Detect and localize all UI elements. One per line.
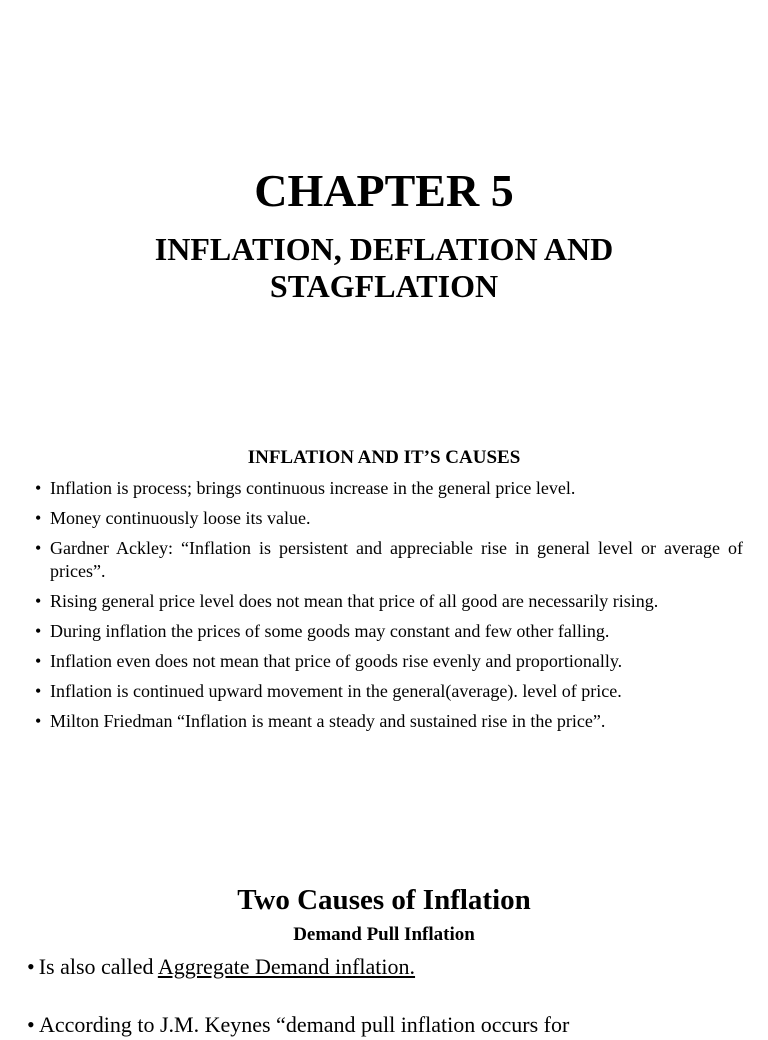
inflation-causes-slide [0,380,768,780]
underlined-term: Aggregate Demand inflation. [157,954,416,979]
chapter-title: CHAPTER 5 [254,165,514,216]
bullet-icon: • [27,954,35,979]
bullet-text: Money continuously loose its value. [50,508,311,528]
list-item [35,477,743,500]
bullet-text: Inflation is continued upward movement in the general(average). level of price. [50,681,622,701]
bullet-icon: • [35,478,42,498]
bullet-icon: • [35,621,42,641]
bullet-text: Gardner Ackley: “Inflation is persistent and appreciable rise in general level or average of prices”. [50,538,743,581]
chapter-subtitle: INFLATION, DEFLATION AND STAGFLATION [154,231,614,304]
bullet-text: Inflation even does not mean that price of goods rise evenly and proportionally. [50,651,623,671]
bullet-text: Inflation is process; brings continuous increase in the general price level. [50,478,576,498]
bullet-icon: • [35,681,42,701]
two-causes-slide [0,870,768,1037]
chapter-title-slide [0,0,768,380]
two-causes-title: Two Causes of Inflation [237,884,531,916]
section-heading: INFLATION AND IT’S CAUSES [247,447,521,468]
cutoff-text: • According to J.M. Keynes “demand pull inflation occurs for [27,1012,570,1037]
list-item [35,620,743,643]
list-item [35,507,743,530]
list-item [35,680,743,703]
bullet-list [35,477,743,740]
bullet-text: During inflation the prices of some goods may constant and few other falling. [50,621,610,641]
list-item [35,650,743,673]
bullet-icon: • [35,591,42,611]
bullet-icon: • [35,508,42,528]
bullet-text: Is also called [38,954,158,979]
list-item [35,710,743,733]
bullet-icon: • [35,651,42,671]
list-item [35,590,743,613]
demand-pull-subtitle: Demand Pull Inflation [293,924,475,945]
bullet-icon: • [35,711,42,731]
list-item [27,954,415,980]
bullet-icon: • [35,538,42,558]
bullet-text: Milton Friedman “Inflation is meant a steady and sustained rise in the price”. [50,711,606,731]
bullet-text: Rising general price level does not mean that price of all good are necessarily rising. [50,591,659,611]
list-item [35,537,743,583]
